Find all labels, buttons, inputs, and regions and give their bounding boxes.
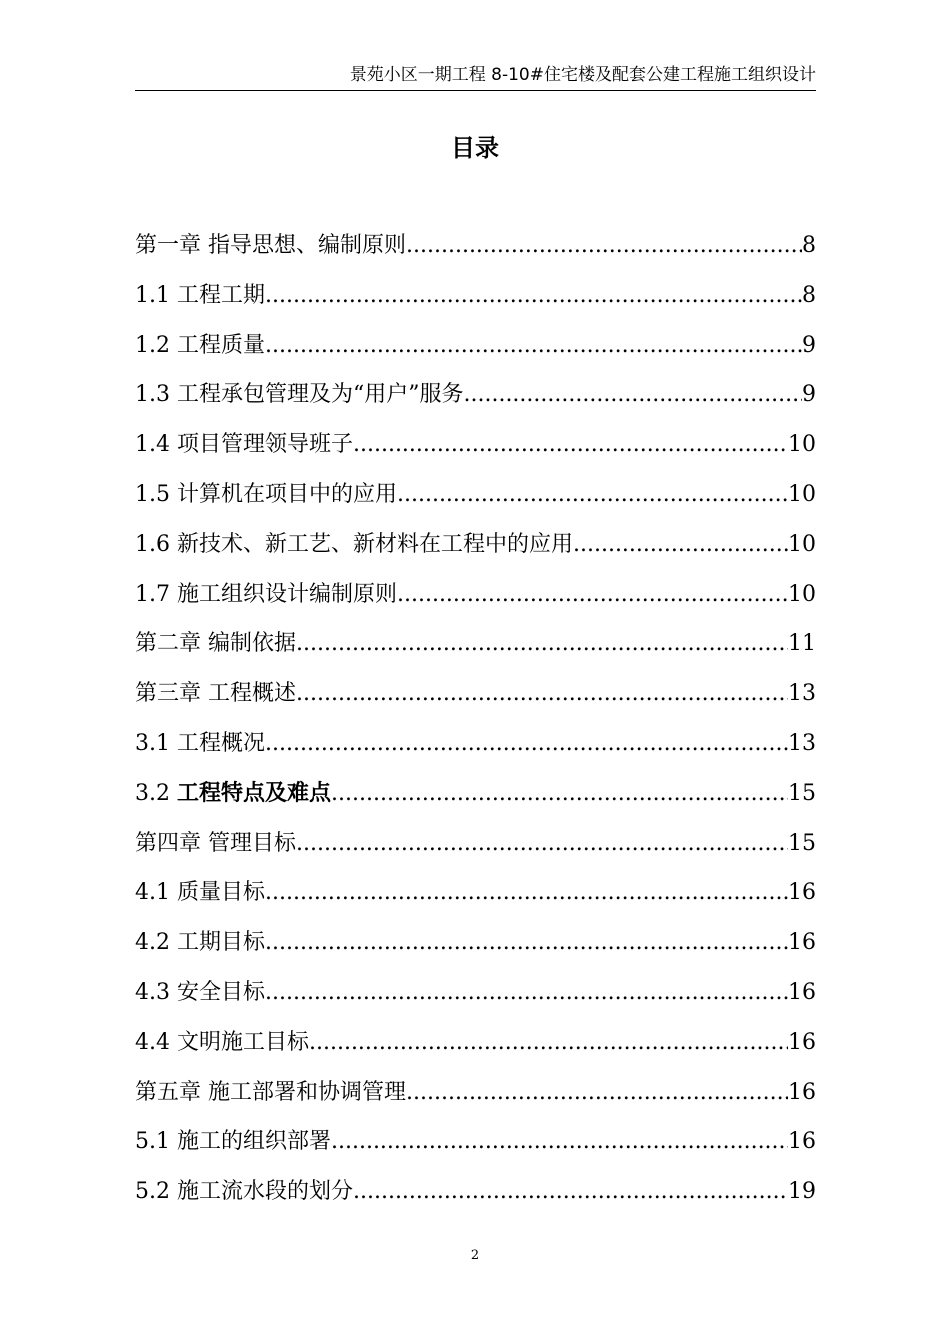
- page-header: [135, 64, 816, 91]
- toc-entry[interactable]: [135, 427, 816, 477]
- toc-entry-label: 1.4 项目管理领导班子: [135, 432, 353, 458]
- toc-entry[interactable]: [135, 676, 816, 726]
- toc-entry-label: 3.1 工程概况: [135, 730, 265, 756]
- toc-entry-page: 16: [788, 880, 816, 906]
- toc-entry-label: 第二章 编制依据: [135, 631, 296, 657]
- toc-entry-label: 4.1 质量目标: [135, 880, 265, 906]
- toc-entry[interactable]: [135, 1124, 816, 1174]
- toc-entry[interactable]: [135, 527, 816, 577]
- toc-entry-label: 第三章 工程概述: [135, 681, 296, 707]
- toc-entry-leader: [265, 875, 788, 911]
- toc-entry-label: 第四章 管理目标: [135, 830, 296, 856]
- toc-entry-leader: [331, 1124, 788, 1160]
- toc-entry-page: 16: [788, 979, 816, 1005]
- page-number: 2: [470, 1248, 480, 1263]
- toc-entry-page: 19: [788, 1179, 816, 1205]
- toc-entry-leader: [397, 477, 788, 513]
- toc-entry-label: 1.6 新技术、新工艺、新材料在工程中的应用: [135, 531, 573, 557]
- toc-entry-leader: [296, 626, 788, 662]
- toc-entry-leader: [265, 925, 788, 961]
- toc-entry-page: 10: [788, 481, 816, 507]
- toc-entry-page: 13: [788, 730, 816, 756]
- toc-entry-label: 5.2 施工流水段的划分: [135, 1179, 353, 1205]
- toc-entry-page: 8: [802, 282, 816, 308]
- toc-entry-page: 11: [788, 631, 816, 657]
- toc-entry-leader: [353, 1174, 788, 1210]
- toc-entry-leader: [463, 377, 802, 413]
- toc-entry-label: 第五章 施工部署和协调管理: [135, 1079, 406, 1105]
- toc-entry[interactable]: [135, 228, 816, 278]
- toc-entry-label: 5.1 施工的组织部署: [135, 1129, 331, 1155]
- toc-entry-label: 1.1 工程工期: [135, 282, 265, 308]
- toc-entry-label: 1.3 工程承包管理及为“用户”服务: [135, 382, 464, 408]
- toc-entry-leader: [296, 676, 788, 712]
- toc-entry-label: 4.4 文明施工目标: [135, 1029, 309, 1055]
- toc-entry-page: 15: [788, 830, 816, 856]
- toc-entry-leader: [265, 328, 802, 364]
- toc-entry-text: 工程特点及难点: [176, 780, 331, 806]
- header-title: 景苑小区一期工程 8-10#住宅楼及配套公建工程施工组织设计: [349, 65, 816, 85]
- table-of-contents: [135, 228, 816, 1224]
- toc-entry-leader: [265, 278, 802, 314]
- toc-entry-leader: [331, 776, 788, 812]
- toc-entry-leader: [296, 826, 788, 862]
- toc-entry-page: 8: [802, 233, 816, 258]
- toc-entry[interactable]: [135, 875, 816, 925]
- toc-entry-page: 16: [788, 1079, 816, 1105]
- toc-entry-leader: [573, 527, 788, 563]
- toc-entry[interactable]: [135, 1025, 816, 1075]
- toc-entry-page: 16: [788, 1029, 816, 1055]
- toc-entry-page: 9: [802, 332, 816, 358]
- toc-entry-label: 第一章 指导思想、编制原则: [135, 233, 406, 258]
- toc-entry[interactable]: [135, 1075, 816, 1125]
- toc-entry-number: 3.2: [135, 780, 177, 806]
- toc-entry-page: 10: [788, 531, 816, 557]
- toc-entry[interactable]: [135, 377, 816, 427]
- toc-entry-page: 15: [788, 780, 816, 806]
- toc-entry[interactable]: [135, 626, 816, 676]
- toc-entry-page: 13: [788, 681, 816, 707]
- toc-entry[interactable]: [135, 826, 816, 876]
- toc-entry-leader: [397, 577, 788, 613]
- toc-entry[interactable]: [135, 477, 816, 527]
- toc-entry-leader: [265, 726, 788, 762]
- toc-entry-page: 9: [802, 382, 816, 408]
- toc-entry-leader: [353, 427, 788, 463]
- toc-entry[interactable]: [135, 726, 816, 776]
- toc-entry-page: 10: [788, 581, 816, 607]
- toc-entry[interactable]: [135, 925, 816, 975]
- toc-entry[interactable]: [135, 278, 816, 328]
- toc-entry[interactable]: [135, 1174, 816, 1224]
- toc-entry-label: 4.2 工期目标: [135, 930, 265, 956]
- toc-entry-page: 16: [788, 930, 816, 956]
- toc-entry[interactable]: [135, 975, 816, 1025]
- toc-entry[interactable]: [135, 776, 816, 826]
- toc-entry-leader: [406, 228, 802, 264]
- toc-entry-page: 10: [788, 432, 816, 458]
- toc-title: 目录: [451, 134, 499, 162]
- toc-entry[interactable]: [135, 577, 816, 627]
- toc-entry-label: 4.3 安全目标: [135, 979, 265, 1005]
- toc-entry-label: 1.2 工程质量: [135, 332, 265, 358]
- toc-entry-leader: [309, 1025, 788, 1061]
- toc-entry-label: 1.5 计算机在项目中的应用: [135, 481, 397, 507]
- toc-entry-page: 16: [788, 1129, 816, 1155]
- toc-entry-leader: [265, 975, 788, 1011]
- toc-entry-leader: [406, 1075, 788, 1111]
- toc-entry[interactable]: [135, 328, 816, 378]
- toc-entry-label: 1.7 施工组织设计编制原则: [135, 581, 397, 607]
- toc-entry-label: [135, 776, 331, 812]
